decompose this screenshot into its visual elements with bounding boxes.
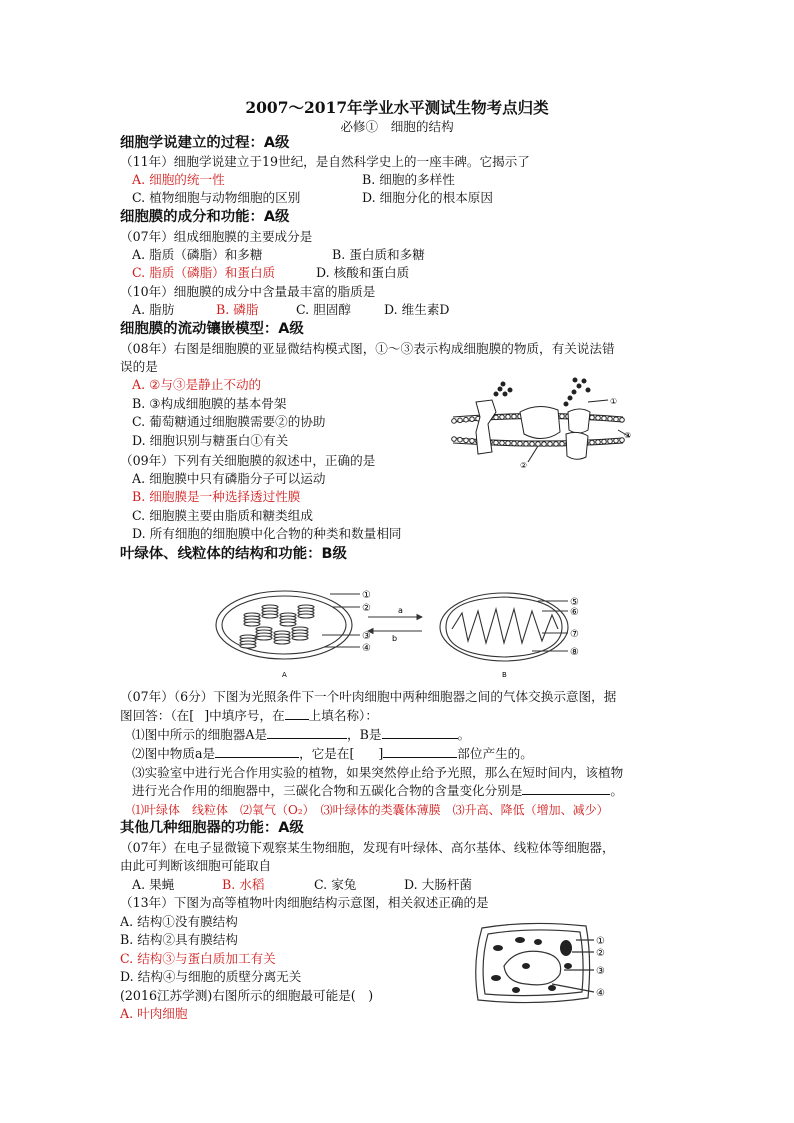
granum-disc bbox=[292, 636, 308, 640]
option-b: B. 细胞膜是一种选择透过性膜 bbox=[132, 489, 301, 504]
glycoprotein-chains bbox=[494, 378, 590, 406]
section-heading-fluid-mosaic: 细胞膜的流动镶嵌模型：A级 bbox=[120, 321, 304, 337]
option-b: B. 水稻 bbox=[222, 877, 265, 892]
text-part: 。 bbox=[610, 783, 623, 798]
label-3: ③ bbox=[362, 631, 371, 642]
option-b: B. 蛋白质和多糖 bbox=[332, 247, 425, 262]
sub-question-1 bbox=[132, 726, 470, 744]
phospholipid-head bbox=[590, 440, 595, 445]
label-1: ① bbox=[610, 397, 618, 406]
label-2: ② bbox=[520, 461, 528, 470]
option-c: C. 脂质（磷脂）和蛋白质 bbox=[132, 265, 276, 280]
blank-line bbox=[522, 782, 610, 795]
option-c: C. 植物细胞与动物细胞的区别 bbox=[132, 190, 301, 205]
question-text: (2016江苏学测)右图所示的细胞最可能是( ) bbox=[120, 988, 374, 1003]
label-1: ① bbox=[596, 936, 605, 947]
membrane-protein-small bbox=[568, 409, 590, 433]
granum-disc bbox=[274, 640, 290, 644]
option-row bbox=[132, 264, 410, 282]
granum-disc bbox=[262, 614, 278, 618]
question-text-cont bbox=[120, 707, 378, 725]
arrow-label-a: a bbox=[398, 606, 403, 615]
cell-wall bbox=[476, 923, 590, 1002]
phospholipid-head bbox=[512, 441, 517, 446]
sub-question-3: ⑶实验室中进行光合作用实验的植物，如果突然停止给予光照，那么在短时间内，该植物 bbox=[132, 765, 624, 780]
option-a: A. 脂质（磷脂）和多糖 bbox=[132, 247, 263, 262]
option-row bbox=[132, 301, 450, 319]
phospholipid-head bbox=[536, 442, 541, 447]
question-text: （08年）右图是细胞膜的亚显微结构模式图，①～③表示构成细胞膜的物质，有关说法错 bbox=[120, 341, 615, 356]
plant-cell-diagram bbox=[468, 918, 618, 1008]
grana-stacks bbox=[240, 605, 314, 648]
phospholipid-head bbox=[614, 438, 619, 443]
phospholipid-head bbox=[620, 418, 625, 423]
text-part: 。 bbox=[457, 727, 471, 742]
question-text: （11年）细胞学说建立于19世纪，是自然科学史上的一座丰碑。它揭示了 bbox=[120, 154, 530, 169]
text-part: ，B是 bbox=[347, 727, 382, 742]
option-a: A. 脂肪 bbox=[132, 302, 175, 317]
sub-question-2 bbox=[132, 745, 533, 763]
phospholipid-head bbox=[470, 417, 475, 422]
phospholipid-head bbox=[596, 416, 601, 421]
sub-question-3-cont bbox=[132, 782, 623, 800]
phospholipid-head bbox=[596, 440, 601, 445]
arrow-label-b: b bbox=[392, 634, 398, 643]
membrane-protein bbox=[520, 406, 560, 438]
organelle-label-a: A bbox=[282, 671, 287, 679]
granum-disc bbox=[256, 636, 272, 640]
label-2: ② bbox=[596, 948, 605, 959]
label-6: ⑥ bbox=[570, 607, 579, 618]
page-title: 2007～2017年学业水平测试生物考点归类 bbox=[245, 98, 549, 117]
option-row bbox=[132, 876, 473, 894]
option-c: C. 结构③与蛋白质加工有关 bbox=[120, 951, 276, 966]
text-part: ⑴图中所示的细胞器A是 bbox=[132, 727, 268, 742]
mitochondrion-inner bbox=[446, 597, 562, 657]
option-b: B. 磷脂 bbox=[216, 302, 259, 317]
phospholipid-head bbox=[470, 439, 475, 444]
granum-disc bbox=[298, 614, 314, 618]
granum-disc bbox=[240, 644, 256, 648]
phospholipid-head bbox=[590, 415, 595, 420]
section-heading-chloroplast-mitochondria: 叶绿体、线粒体的结构和功能：B级 bbox=[120, 546, 347, 562]
phospholipid-head bbox=[494, 440, 499, 445]
label-4: ④ bbox=[596, 988, 605, 999]
label-3: ③ bbox=[596, 966, 605, 977]
phospholipid-head bbox=[464, 438, 469, 443]
text-part: 图回答：（在[ bbox=[120, 708, 195, 723]
option-a: A. ②与③是静止不动的 bbox=[132, 377, 262, 392]
blank-line bbox=[383, 745, 457, 758]
granum-disc bbox=[280, 622, 296, 626]
option-a: A. 果蝇 bbox=[132, 877, 175, 892]
phospholipid-head bbox=[458, 418, 463, 423]
label-3: ③ bbox=[624, 431, 632, 440]
label-5: ⑤ bbox=[570, 597, 579, 608]
option-c: C. 细胞膜主要由脂质和糖类组成 bbox=[132, 508, 313, 523]
phospholipid-head bbox=[500, 415, 505, 420]
option-d: D. 结构④与细胞的质壁分离无关 bbox=[120, 969, 302, 984]
phospholipid-head bbox=[608, 439, 613, 444]
option-d: D. 细胞识别与糖蛋白①有关 bbox=[132, 433, 289, 448]
option-b: B. 结构②具有膜结构 bbox=[120, 932, 239, 947]
organelle-label-b: B bbox=[502, 671, 507, 679]
question-text: （13年）下图为高等植物叶肉细胞结构示意图，相关叙述正确的是 bbox=[120, 895, 489, 910]
granum-disc bbox=[244, 622, 260, 626]
phospholipid-head bbox=[506, 441, 511, 446]
option-row bbox=[132, 171, 455, 189]
option-d: D. 细胞分化的根本原因 bbox=[362, 190, 493, 205]
question-text: （07年）在电子显微镜下观察某生物细胞，发现有叶绿体、高尔基体、线粒体等细胞器， bbox=[120, 840, 615, 855]
blank-line bbox=[215, 745, 299, 758]
option-a: A. 结构①没有膜结构 bbox=[120, 914, 238, 929]
label-4: ④ bbox=[362, 643, 371, 654]
blank-line bbox=[267, 726, 347, 739]
label-7: ⑦ bbox=[570, 629, 579, 640]
label-2: ② bbox=[362, 603, 371, 614]
text-part: ]中填序号，在 bbox=[204, 708, 285, 723]
section-heading-other-organelles: 其他几种细胞器的功能：A级 bbox=[120, 820, 304, 836]
phospholipid-head bbox=[452, 419, 457, 424]
option-c: C. 家兔 bbox=[314, 877, 357, 892]
option-d: D. 维生素D bbox=[384, 302, 450, 317]
phospholipid-head bbox=[602, 416, 607, 421]
cell-membrane bbox=[483, 930, 583, 996]
question-text: （07年）（6分）下图为光照条件下一个叶肉细胞中两种细胞器之间的气体交换示意图，据 bbox=[120, 689, 617, 704]
phospholipid-head bbox=[494, 415, 499, 420]
phospholipid-head bbox=[464, 417, 469, 422]
phospholipid-head bbox=[548, 442, 553, 447]
phospholipid-head bbox=[560, 441, 565, 446]
option-a: A. 细胞的统一性 bbox=[132, 172, 225, 187]
text-part: 部位产生的。 bbox=[457, 746, 533, 761]
cell-membrane-diagram bbox=[448, 372, 638, 472]
phospholipid-head bbox=[614, 417, 619, 422]
peripheral-protein bbox=[566, 432, 588, 459]
cristae bbox=[452, 609, 558, 643]
text-part: 进行光合作用的细胞器中，三碳化合物和五碳化合物的含量变化分别是 bbox=[132, 783, 523, 798]
phospholipid-head bbox=[542, 442, 547, 447]
phospholipid-head bbox=[518, 441, 523, 446]
question-text: （07年）组成细胞膜的主要成分是 bbox=[120, 229, 313, 244]
text-part: ⑵图中物质a是 bbox=[132, 746, 216, 761]
section-heading-membrane-components: 细胞膜的成分和功能：A级 bbox=[120, 209, 290, 225]
text-part: ，它是在[ bbox=[299, 746, 355, 761]
phospholipid-head bbox=[524, 442, 529, 447]
phospholipid-head bbox=[554, 442, 559, 447]
question-text-cont: 由此可判断该细胞可能取自 bbox=[120, 858, 272, 873]
option-c: C. 胆固醇 bbox=[296, 302, 351, 317]
phospholipid-head bbox=[602, 439, 607, 444]
question-text: （10年）细胞膜的成分中含量最丰富的脂质是 bbox=[120, 284, 376, 299]
phospholipid-head bbox=[608, 417, 613, 422]
question-text: （09年）下列有关细胞膜的叙述中，正确的是 bbox=[120, 453, 376, 468]
label-1: ① bbox=[362, 590, 371, 601]
option-d: D. 核酸和蛋白质 bbox=[316, 265, 410, 280]
question-text-cont: 误的是 bbox=[120, 359, 158, 374]
phospholipid-head bbox=[458, 437, 463, 442]
phospholipid-head bbox=[452, 437, 457, 442]
section-heading-cell-theory: 细胞学说建立的过程：A级 bbox=[120, 135, 290, 151]
page-subtitle: 必修① 细胞的结构 bbox=[340, 119, 454, 134]
chloroplast-mitochondria-diagram bbox=[212, 585, 582, 685]
blank-line bbox=[382, 726, 458, 739]
answer-key: ⑴叶绿体 线粒体 ⑵氧气（O₂） ⑶叶绿体的类囊体薄膜 ⑶升高、降低（增加、减少） bbox=[132, 803, 609, 817]
option-b: B. 细胞的多样性 bbox=[362, 172, 455, 187]
option-row bbox=[132, 246, 425, 264]
phospholipid-head bbox=[530, 442, 535, 447]
option-d: D. 大肠杆菌 bbox=[404, 877, 473, 892]
option-a: A. 叶肉细胞 bbox=[120, 1006, 188, 1021]
label-8: ⑧ bbox=[570, 647, 579, 658]
phospholipid-head bbox=[506, 414, 511, 419]
transmembrane-protein bbox=[476, 400, 496, 454]
blank-line bbox=[285, 707, 309, 720]
option-c: C. 葡萄糖通过细胞膜需要②的协助 bbox=[132, 414, 326, 429]
text-part: ] bbox=[378, 746, 384, 761]
phospholipid-head bbox=[560, 414, 565, 419]
option-b: B. ③构成细胞膜的基本骨架 bbox=[132, 396, 287, 411]
text-part: 上填名称）： bbox=[308, 708, 378, 723]
option-row bbox=[132, 189, 493, 207]
phospholipid-head bbox=[500, 441, 505, 446]
option-a: A. 细胞膜中只有磷脂分子可以运动 bbox=[132, 471, 326, 486]
vacuole bbox=[504, 951, 561, 985]
option-d: D. 所有细胞的细胞膜中化合物的种类和数量相同 bbox=[132, 526, 402, 541]
phospholipid-head bbox=[512, 414, 517, 419]
